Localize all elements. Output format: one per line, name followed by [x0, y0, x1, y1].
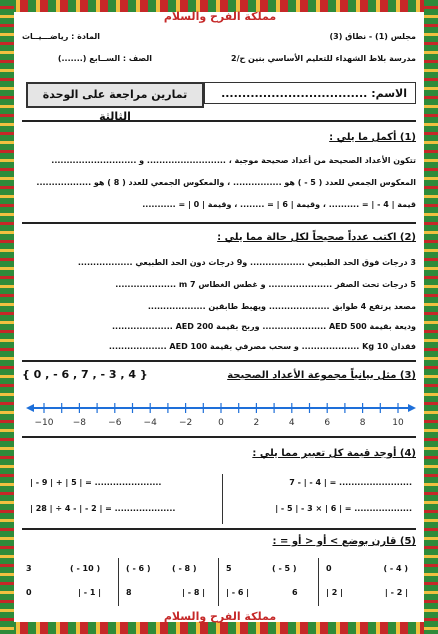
compare-left: | - 2 | [384, 588, 408, 597]
compare-right: | - 6 | [226, 588, 250, 597]
grade-value: الســابع (.......) [57, 54, 121, 63]
column-divider [218, 558, 219, 606]
compare-right: 3 [26, 564, 32, 573]
name-label: الاسم: [371, 87, 407, 100]
compare-left: ( - 10 ) [70, 564, 101, 573]
expression: | 28 | ÷ 4 - | - 2 | = .................... [30, 504, 176, 513]
compare-right: | 2 | [326, 588, 343, 597]
subject-label: المادة : [71, 32, 101, 41]
header-school: مدرسة بلاط الشهداء للتعليم الأساسي بنين ح/2 [230, 54, 416, 63]
tick-label: 4 [288, 418, 295, 428]
tick-label: 2 [253, 418, 260, 428]
section5-heading: (5) قارن بوضع > أو < أو = : [272, 536, 416, 547]
divider [22, 222, 416, 224]
tick-label: 10 [392, 418, 404, 428]
section2-item: فقدان 10 Kg ................... و سحب مصرفي بقيمة 100 AED ................... [108, 342, 416, 351]
section1-line1: تتكون الأعداد الصحيحة من أعداد صحيحة موجبة ، .......................... و ............................ [51, 156, 416, 165]
section3-heading: (3) مثل بيانياً مجموعة الأعداد الصحيحة [227, 370, 416, 381]
compare-left: ( - 4 ) [383, 564, 408, 573]
number-line-svg [26, 398, 416, 430]
decorative-border-left [0, 0, 14, 634]
section2-item: وديعة بقيمة 500 AED ..................... وربح بقيمة 200 AED .................... [112, 322, 416, 331]
compare-right: 8 [126, 588, 132, 597]
section2-item: 3 درجات فوق الحد الطبيعي .................. و9 درجات دون الحد الطبيعي .................. [77, 258, 416, 267]
section2-item: مصعد يرتفع 4 طوابق .................... ويهبط طابقين ................... [147, 302, 416, 311]
column-divider [222, 474, 223, 524]
section1-line3: قيمة | 4 - | = .......... ، وقيمة | 6 | = ........ ، وقيمة | 0 | = ........... [142, 200, 416, 209]
name-box[interactable] [204, 82, 416, 104]
tick-label: 8 [359, 418, 366, 428]
section4-heading: (4) أوجد قيمة كل تعبير مما يلي : [252, 448, 416, 459]
decor-bottom-text: مملكة الفرح والسلام [163, 610, 277, 623]
decor-top-text: مملكة الفرح والسلام [163, 10, 277, 23]
tick-label: −2 [178, 418, 193, 428]
name-field[interactable]: ................................... [221, 87, 368, 100]
compare-left: | - 8 | [182, 588, 206, 597]
tick-label: 6 [324, 418, 331, 428]
divider [22, 436, 416, 438]
divider [22, 360, 416, 362]
header-council: مجلس (1) - نطاق (3) [329, 32, 416, 41]
compare-left: 6 [292, 588, 298, 597]
expression: | - 9 | + | 5 | = ...................... [30, 478, 162, 487]
decorative-border-right [424, 0, 438, 634]
divider [22, 120, 416, 122]
tick-label: −6 [108, 418, 122, 428]
page-title: تمارين مراجعة على الوحدة الثالثة [26, 82, 204, 108]
arrow-left-icon [26, 404, 34, 412]
compare-left: | - 1 | [78, 588, 102, 597]
section2-item: 5 درجات تحت الصفر ..................... و غطس الغطاس 7 m .................... [115, 280, 416, 289]
compare-right: 5 [226, 564, 232, 573]
column-divider [318, 558, 319, 606]
section1-line2: المعكوس الجمعي للعدد ( 5 - ) هو ................ ، والمعكوس الجمعي للعدد ( 8 ) هو .................. [36, 178, 416, 187]
compare-right: ( - 6 ) [126, 564, 151, 573]
compare-left: ( - 5 ) [272, 564, 297, 573]
number-line [26, 398, 416, 430]
integer-set: { 0 , - 6 , 7 , - 3 , 4 } [22, 368, 148, 381]
section2-heading: (2) اكتب عدداً صحيحاً لكل حالة مما يلي : [217, 232, 416, 243]
section1-heading: (1) أكمل ما يلي : [329, 132, 416, 143]
tick-label: −8 [72, 418, 87, 428]
column-divider [118, 558, 119, 606]
expression: | - 5 | - 3 × | 6 | = ................... [275, 504, 412, 513]
header-subject [22, 32, 152, 41]
tick-label: −10 [34, 418, 54, 428]
arrow-right-icon [408, 404, 416, 412]
worksheet [22, 28, 416, 608]
tick-label: −4 [143, 418, 157, 428]
grade-label: الصف : [122, 54, 152, 63]
compare-right: 0 [26, 588, 32, 597]
expression: 7 - | - 4 | = ........................ [289, 478, 412, 487]
tick-label: 0 [218, 418, 224, 428]
divider [22, 528, 416, 530]
header-grade [22, 54, 152, 63]
compare-right: 0 [326, 564, 332, 573]
subject-value: رياضـــيــات [22, 32, 69, 41]
compare-left: ( - 8 ) [172, 564, 197, 573]
